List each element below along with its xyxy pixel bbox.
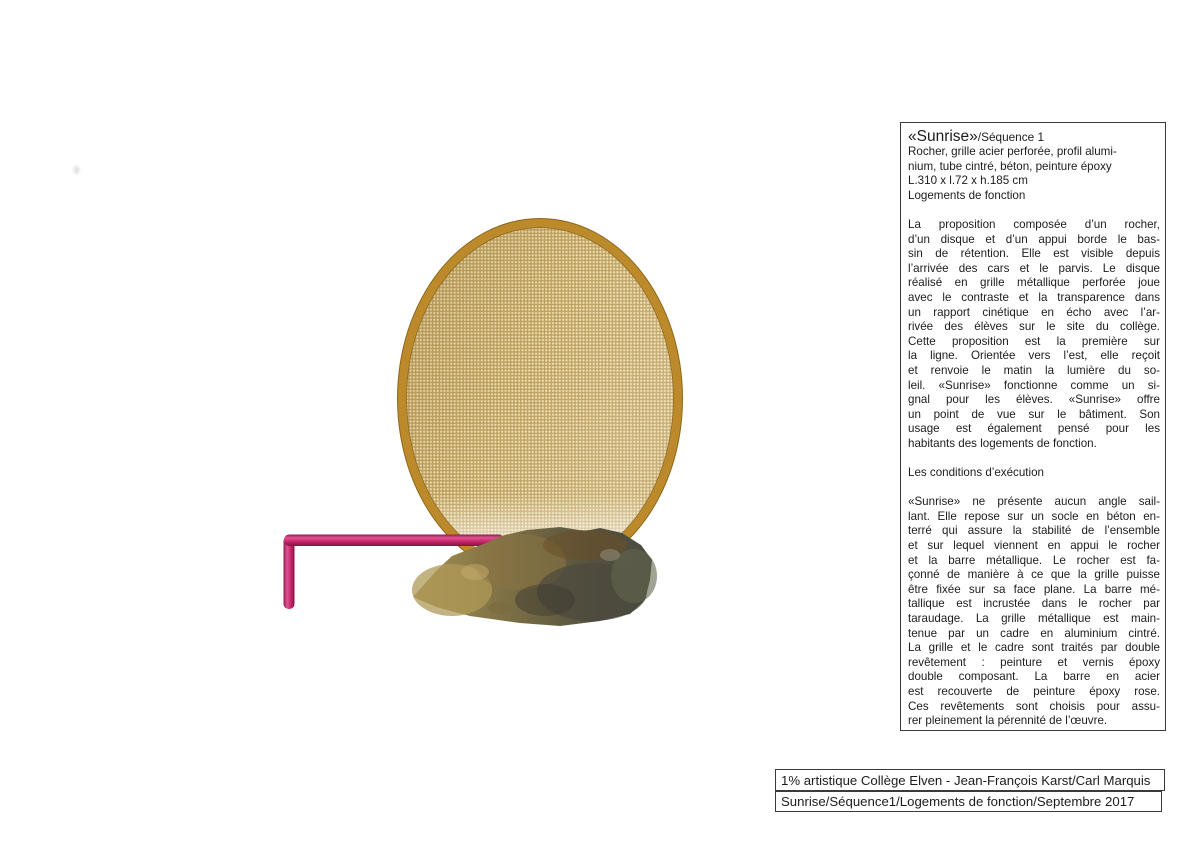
artwork-title	[908, 128, 1160, 145]
text-line: tenue par un cadre en aluminium cintré.	[908, 626, 1160, 640]
text-line: rivée des élèves sur le site du collège.	[908, 320, 1160, 334]
text-line: taraudage. La grille métallique est main-	[908, 612, 1160, 625]
text-line: et renvoie le matin la lumière du so-	[908, 363, 1160, 377]
text-line: réalisé en grille métallique perforée joue	[908, 276, 1160, 290]
text-line: un point de vue sur le bâtiment. Son	[908, 407, 1160, 421]
text-line: Rocher, grille acier perforée, profil alumi-	[908, 145, 1117, 158]
description-paragraph-1	[908, 218, 1160, 452]
text-line: avec le contraste et la transparence dans	[908, 290, 1160, 304]
text-line: Logements de fonction	[908, 188, 1026, 202]
text-line: tallique est incrustée dans le rocher par	[908, 597, 1160, 611]
footer-sequence-caption	[775, 791, 1162, 812]
text-line: La proposition composée d’un rocher,	[908, 217, 1160, 231]
text-line: leil. «Sunrise» fonctionne comme un si-	[908, 378, 1160, 392]
description-panel	[900, 122, 1166, 731]
text-line: et sur lequel viennent en appui le rocher	[908, 539, 1160, 553]
text-line: et la barre métallique. Le rocher est fa-	[908, 553, 1160, 567]
text-line: Cette proposition est la première sur	[908, 334, 1160, 348]
text-line: d’un disque et d’un appui borde le bas-	[908, 232, 1160, 246]
text-line: Ces revêtements sont choisis pour assu-	[908, 699, 1160, 713]
text-line: la ligne. Orientée vers l’est, elle reçoit	[908, 349, 1160, 363]
text-line: être fixée sur sa face plane. La barre mé-	[908, 582, 1160, 596]
text-line: L.310 x l.72 x h.185 cm	[908, 174, 1028, 188]
materials-and-dimensions	[908, 145, 1160, 203]
pink-bar-horizontal	[284, 535, 504, 547]
rock-highlight-patch	[461, 564, 489, 580]
artwork-title-name: «Sunrise»	[908, 128, 978, 145]
artwork-title-sequence: /Séquence 1	[977, 130, 1045, 144]
footer-sequence-caption-text: Sunrise/Séquence1/Logements de fonction/Septembre 2017	[781, 794, 1135, 809]
rock-speckle	[600, 549, 620, 561]
text-line: gnal pour les élèves. «Sunrise» offre	[908, 393, 1160, 407]
text-line: terré qui assure la stabilité de l’ensemble	[908, 524, 1160, 538]
text-line: est recouverte de peinture époxy rose.	[908, 684, 1160, 698]
text-line: double composant. La barre en acier	[908, 670, 1160, 684]
footer-project-credit	[775, 769, 1165, 791]
rock-speckle	[488, 602, 512, 614]
footer-project-credit-text: 1% artistique Collège Elven - Jean-François Karst/Carl Marquis	[781, 772, 1151, 788]
text-line: sin de rétention. Elle est visible depuis	[908, 247, 1160, 261]
description-paragraph-2	[908, 495, 1160, 729]
pink-bar-vertical	[284, 536, 295, 609]
text-line: usage est également pensé pour les	[908, 422, 1160, 436]
text-line: un rapport cinétique en écho avec l’ar-	[908, 305, 1160, 319]
text-line: «Sunrise» ne présente aucun angle sail-	[908, 495, 1160, 509]
text-line: habitants des logements de fonction.	[908, 436, 1097, 450]
text-line: lant. Elle repose sur un socle en béton en-	[908, 509, 1160, 523]
conditions-subheading: Les conditions d’exécution	[908, 466, 1044, 480]
text-line: revêtement : peinture et vernis époxy	[908, 655, 1160, 669]
text-line: La grille et le cadre sont traités par double	[908, 641, 1160, 655]
text-line: rer pleinement la pérennité de l’œuvre.	[908, 714, 1108, 728]
text-line: nium, tube cintré, béton, peinture époxy	[908, 159, 1112, 173]
text-line: l’arrivée des cars et le parvis. Le disque	[908, 261, 1160, 275]
text-line: çonné de manière à ce que la grille puisse	[908, 568, 1160, 582]
rock-shadow-patch	[515, 584, 575, 616]
